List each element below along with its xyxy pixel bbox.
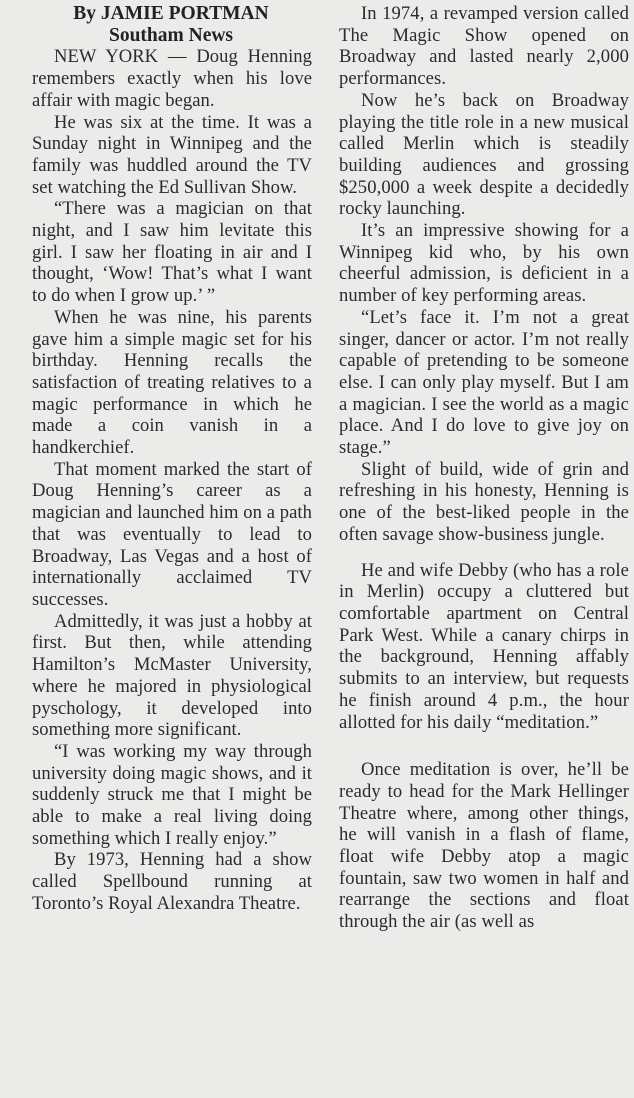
paragraph: He was six at the time. It was a Sunday night in Winnipeg and the family was huddled around the TV set watching the Ed Sullivan Show. [32, 111, 312, 198]
paragraph: Now he’s back on Broadway playing the title role in a new musical called Merlin which is steadily building audiences and grossing $250,000 a week despite a decidedly rocky launching. [339, 89, 629, 220]
paragraph: It’s an impressive showing for a Winnipeg kid who, by his own cheerful admission, is deficient in a number of key performing areas. [339, 220, 629, 307]
byline [30, 3, 312, 46]
paragraph: NEW YORK — Doug Henning remembers exactly when his love affair with magic began. [32, 46, 312, 111]
paragraph: When he was nine, his parents gave him a simple magic set for his birthday. Henning recalls the satisfaction of treating relatives to a magic performance in which he made a coin vanish in a handkerchief. [32, 306, 312, 459]
paragraph: That moment marked the start of Doug Henning’s career as a magician and launched him on a path that was eventually to lead to Broadway, Las Vegas and a host of internationally acclaimed TV successes. [32, 458, 312, 610]
paragraph: “Let’s face it. I’m not a great singer, dancer or actor. I’m not really capable of pretending to be someone else. I can only play myself. But I am a magician. I see the world as a magic place. And I do love to give joy on stage.” [339, 306, 629, 459]
byline-organization: Southam News [108, 24, 234, 46]
paragraph: Admittedly, it was just a hobby at first. But then, while attending Hamilton’s McMaster University, where he majored in physiological pyschology, it developed into something more significant. [32, 610, 312, 741]
paragraph: “I was working my way through university doing magic shows, and it suddenly struck me that I might be able to make a real living doing something which I really enjoy.” [32, 740, 312, 849]
byline-author: By JAMIE PORTMAN [73, 3, 269, 24]
paragraph: Slight of build, wide of grin and refreshing in his honesty, Henning is one of the best-liked people in the often savage show-business jungle. [339, 458, 629, 545]
paragraph: In 1974, a revamped version called The Magic Show opened on Broadway and lasted nearly 2,000 performances. [339, 3, 629, 90]
paragraph: “There was a magician on that night, and I saw him levitate this girl. I saw her floating in air and I thought, ‘Wow! That’s what I want to do when I grow up.’ ” [32, 198, 312, 307]
paragraph: He and wife Debby (who has a role in Merlin) occupy a cluttered but comfortable apartment on Central Park West. While a canary chirps in the background, Henning affably submits to an interview, but requests he finish around 4 p.m., the hour allotted for his daily “meditation.” [339, 559, 629, 733]
paragraph: By 1973, Henning had a show called Spellbound running at Toronto’s Royal Alexandra Theatre. [32, 849, 312, 914]
article-column-right [339, 3, 629, 933]
article-column-left [32, 3, 312, 915]
paragraph: Once meditation is over, he’ll be ready to head for the Mark Hellinger Theatre where, among other things, he will vanish in a flash of flame, float wife Debby atop a magic fountain, saw two women in half and rearrange the sections and float through the air (as well as [339, 759, 629, 933]
